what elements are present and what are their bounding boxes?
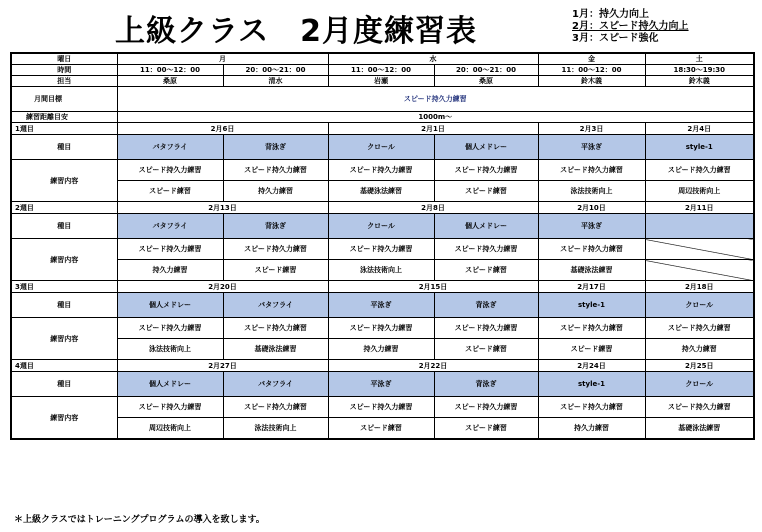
- week-date: 2月13日: [117, 202, 328, 214]
- event-cell: style-1: [645, 135, 754, 160]
- event-cell: クロール: [328, 135, 434, 160]
- practice-schedule-table: [10, 52, 755, 440]
- practice-cell: スピード持久力練習: [645, 397, 754, 418]
- practice-cell: スピード持久力練習: [328, 239, 434, 260]
- monthly-goal-label: 月間目標: [11, 87, 117, 112]
- practice-cell: 持久力練習: [223, 181, 328, 202]
- coach-cell: 桑原: [434, 76, 538, 87]
- goal-february: 2月：スピード持久力向上: [572, 21, 689, 32]
- practice-cell: 周辺技術向上: [645, 181, 754, 202]
- empty-slot: [645, 239, 754, 260]
- practice-row: [11, 318, 754, 339]
- event-row-label: 種目: [11, 135, 117, 160]
- week-header-row: [11, 360, 754, 372]
- practice-cell: スピード持久力練習: [223, 397, 328, 418]
- empty-slot: [645, 260, 754, 281]
- practice-cell: スピード持久力練習: [538, 239, 645, 260]
- time-cell: 11：00～12：00: [117, 65, 223, 76]
- practice-cell: スピード持久力練習: [645, 318, 754, 339]
- time-cell: 11：00～12：00: [328, 65, 434, 76]
- event-cell: バタフライ: [117, 135, 223, 160]
- monthly-goal-text: スピード持久力練習: [117, 87, 754, 112]
- practice-cell: 基礎泳法練習: [645, 418, 754, 440]
- practice-cell: スピード持久力練習: [328, 318, 434, 339]
- practice-cell: 持久力練習: [538, 418, 645, 440]
- week-header-row: [11, 123, 754, 135]
- week-date: 2月3日: [538, 123, 645, 135]
- week-date: 2月17日: [538, 281, 645, 293]
- week-date: 2月11日: [645, 202, 754, 214]
- practice-row: [11, 260, 754, 281]
- week-date: 2月20日: [117, 281, 328, 293]
- event-cell: 背泳ぎ: [434, 293, 538, 318]
- practice-cell: 基礎泳法練習: [328, 181, 434, 202]
- practice-cell: 周辺技術向上: [117, 418, 223, 440]
- practice-cell: 持久力練習: [645, 339, 754, 360]
- practice-cell: スピード持久力練習: [223, 318, 328, 339]
- practice-cell: スピード練習: [223, 260, 328, 281]
- event-row-label: 種目: [11, 372, 117, 397]
- practice-cell: スピード持久力練習: [328, 160, 434, 181]
- distance-row: [11, 112, 754, 123]
- event-row: [11, 372, 754, 397]
- event-cell: 個人メドレー: [434, 135, 538, 160]
- event-cell: バタフライ: [117, 214, 223, 239]
- week-date: 2月18日: [645, 281, 754, 293]
- coach-cell: 清水: [223, 76, 328, 87]
- footnote: ＊上級クラスではトレーニングプログラムの導入を致します。: [14, 515, 265, 525]
- coach-cell: 鈴木義: [645, 76, 754, 87]
- practice-cell: スピード練習: [538, 339, 645, 360]
- practice-cell: スピード練習: [434, 260, 538, 281]
- header-coach-row: [11, 76, 754, 87]
- event-cell: クロール: [328, 214, 434, 239]
- practice-cell: スピード持久力練習: [117, 160, 223, 181]
- event-cell: style-1: [538, 372, 645, 397]
- week-header-row: [11, 281, 754, 293]
- event-row-label: 種目: [11, 293, 117, 318]
- week-date: 2月6日: [117, 123, 328, 135]
- coach-cell: 岩瀬: [328, 76, 434, 87]
- page-title: 上級クラス 2月度練習表: [115, 14, 477, 49]
- practice-cell: スピード持久力練習: [538, 160, 645, 181]
- goal-march: 3月：スピード強化: [572, 33, 659, 44]
- event-cell: クロール: [645, 293, 754, 318]
- practice-cell: 泳法技術向上: [223, 418, 328, 440]
- practice-cell: 基礎泳法練習: [538, 260, 645, 281]
- time-cell: 18:30～19:30: [645, 65, 754, 76]
- practice-row: [11, 418, 754, 440]
- event-cell: 平泳ぎ: [328, 293, 434, 318]
- practice-cell: 基礎泳法練習: [223, 339, 328, 360]
- week-date: 2月1日: [328, 123, 538, 135]
- practice-cell: スピード持久力練習: [434, 160, 538, 181]
- event-cell: style-1: [538, 293, 645, 318]
- week-date: 2月22日: [328, 360, 538, 372]
- practice-row: [11, 160, 754, 181]
- event-row: [11, 293, 754, 318]
- empty-slot: [645, 214, 754, 239]
- event-row-label: 種目: [11, 214, 117, 239]
- week-date: 2月25日: [645, 360, 754, 372]
- event-row: [11, 214, 754, 239]
- monthly-goal-row: [11, 87, 754, 112]
- time-row-label: 時間: [11, 65, 117, 76]
- practice-cell: 泳法技術向上: [328, 260, 434, 281]
- practice-cell: スピード練習: [434, 418, 538, 440]
- event-cell: 個人メドレー: [434, 214, 538, 239]
- practice-cell: スピード持久力練習: [434, 397, 538, 418]
- practice-cell: スピード練習: [434, 339, 538, 360]
- distance-label: 練習距離目安: [11, 112, 117, 123]
- practice-cell: スピード持久力練習: [434, 239, 538, 260]
- goal-january: 1月：持久力向上: [572, 9, 649, 20]
- week-header-row: [11, 202, 754, 214]
- coach-cell: 鈴木義: [538, 76, 645, 87]
- day-monday: 月: [117, 53, 328, 65]
- practice-row: [11, 397, 754, 418]
- header-day-row: [11, 53, 754, 65]
- content-row-label: 練習内容: [11, 160, 117, 202]
- coach-cell: 桑原: [117, 76, 223, 87]
- header-time-row: [11, 65, 754, 76]
- practice-cell: スピード持久力練習: [538, 397, 645, 418]
- week-label: 2週目: [11, 202, 117, 214]
- day-row-label: 曜日: [11, 53, 117, 65]
- event-cell: 平泳ぎ: [538, 214, 645, 239]
- coach-row-label: 担当: [11, 76, 117, 87]
- event-cell: バタフライ: [223, 293, 328, 318]
- practice-cell: 泳法技術向上: [538, 181, 645, 202]
- content-row-label: 練習内容: [11, 397, 117, 440]
- week-date: 2月10日: [538, 202, 645, 214]
- event-cell: バタフライ: [223, 372, 328, 397]
- time-cell: 20：00～21：00: [434, 65, 538, 76]
- practice-cell: スピード持久力練習: [117, 397, 223, 418]
- practice-cell: スピード持久力練習: [117, 318, 223, 339]
- practice-cell: 持久力練習: [328, 339, 434, 360]
- practice-row: [11, 339, 754, 360]
- week-date: 2月15日: [328, 281, 538, 293]
- week-date: 2月8日: [328, 202, 538, 214]
- practice-cell: スピード持久力練習: [645, 160, 754, 181]
- day-saturday: 土: [645, 53, 754, 65]
- event-cell: 個人メドレー: [117, 293, 223, 318]
- practice-cell: 泳法技術向上: [117, 339, 223, 360]
- practice-cell: 持久力練習: [117, 260, 223, 281]
- practice-cell: スピード練習: [117, 181, 223, 202]
- event-cell: 平泳ぎ: [538, 135, 645, 160]
- event-cell: 平泳ぎ: [328, 372, 434, 397]
- practice-cell: スピード練習: [328, 418, 434, 440]
- content-row-label: 練習内容: [11, 239, 117, 281]
- week-label: 3週目: [11, 281, 117, 293]
- day-friday: 金: [538, 53, 645, 65]
- practice-cell: スピード持久力練習: [223, 239, 328, 260]
- practice-cell: スピード持久力練習: [117, 239, 223, 260]
- time-cell: 20：00～21：00: [223, 65, 328, 76]
- monthly-goals-list: [572, 9, 689, 45]
- week-label: 1週目: [11, 123, 117, 135]
- practice-cell: スピード持久力練習: [434, 318, 538, 339]
- week-date: 2月4日: [645, 123, 754, 135]
- practice-cell: スピード持久力練習: [328, 397, 434, 418]
- practice-row: [11, 239, 754, 260]
- practice-cell: スピード持久力練習: [223, 160, 328, 181]
- distance-text: 1000m～: [117, 112, 754, 123]
- event-cell: クロール: [645, 372, 754, 397]
- week-date: 2月27日: [117, 360, 328, 372]
- week-date: 2月24日: [538, 360, 645, 372]
- event-cell: 背泳ぎ: [434, 372, 538, 397]
- week-label: 4週目: [11, 360, 117, 372]
- practice-cell: スピード持久力練習: [538, 318, 645, 339]
- content-row-label: 練習内容: [11, 318, 117, 360]
- time-cell: 11：00～12：00: [538, 65, 645, 76]
- event-cell: 背泳ぎ: [223, 135, 328, 160]
- event-row: [11, 135, 754, 160]
- event-cell: 個人メドレー: [117, 372, 223, 397]
- day-wednesday: 水: [328, 53, 538, 65]
- practice-row: [11, 181, 754, 202]
- event-cell: 背泳ぎ: [223, 214, 328, 239]
- practice-cell: スピード練習: [434, 181, 538, 202]
